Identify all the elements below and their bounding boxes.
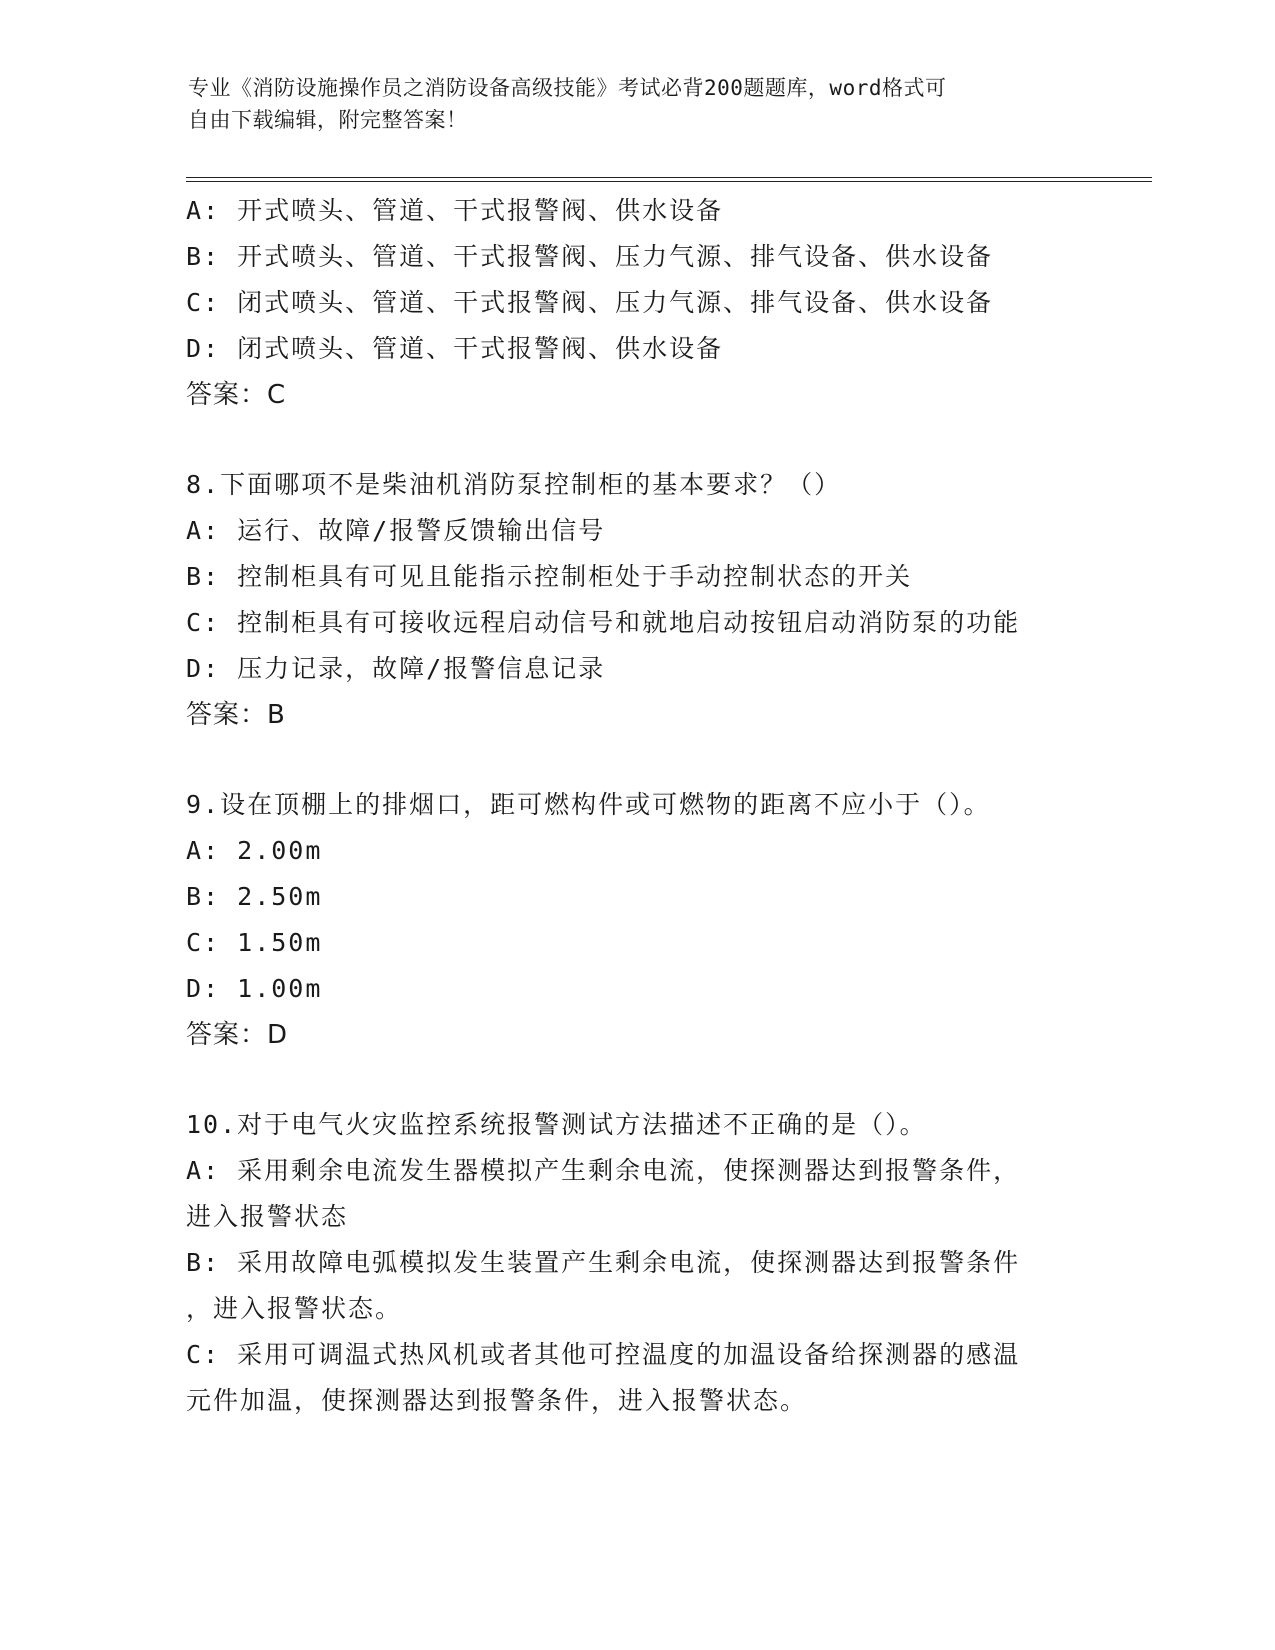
option-b: B: 开式喷头、管道、干式报警阀、压力气源、排气设备、供水设备 (186, 242, 994, 271)
question-8 (186, 462, 1086, 738)
option-c: C: 1.50m (186, 928, 323, 957)
option-a: A: 运行、故障/报警反馈输出信号 (186, 516, 606, 545)
option-a: A: 2.00m (186, 836, 323, 865)
option-a: A: 开式喷头、管道、干式报警阀、供水设备 (186, 196, 724, 225)
question-text: 9.设在顶棚上的排烟口，距可燃构件或可燃物的距离不应小于（）。 (186, 790, 991, 819)
question-list (186, 188, 1086, 1424)
option-c-line-1: C: 采用可调温式热风机或者其他可控温度的加温设备给探测器的感温 (186, 1340, 1021, 1369)
header-line-1: 专业《消防设施操作员之消防设备高级技能》考试必背200题题库，word格式可 (188, 76, 947, 100)
question-text: 10.对于电气火灾监控系统报警测试方法描述不正确的是（）。 (186, 1110, 927, 1139)
document-header (188, 72, 1068, 136)
option-c: C: 控制柜具有可接收远程启动信号和就地启动按钮启动消防泵的功能 (186, 608, 1021, 637)
answer: 答案：B (186, 700, 286, 730)
option-c: C: 闭式喷头、管道、干式报警阀、压力气源、排气设备、供水设备 (186, 288, 994, 317)
option-d: D: 压力记录，故障/报警信息记录 (186, 654, 606, 683)
question-text: 8.下面哪项不是柴油机消防泵控制柜的基本要求？（） (186, 470, 842, 499)
question-7 (186, 188, 1086, 418)
answer: 答案：C (186, 380, 287, 410)
option-d: D: 1.00m (186, 974, 323, 1003)
answer: 答案：D (186, 1020, 289, 1050)
question-9 (186, 782, 1086, 1058)
option-b-line-1: B: 采用故障电弧模拟发生装置产生剩余电流，使探测器达到报警条件 (186, 1248, 1021, 1277)
option-b: B: 控制柜具有可见且能指示控制柜处于手动控制状态的开关 (186, 562, 913, 591)
option-c-line-2: 元件加温，使探测器达到报警条件，进入报警状态。 (186, 1386, 808, 1415)
option-b: B: 2.50m (186, 882, 323, 911)
option-a-line-1: A: 采用剩余电流发生器模拟产生剩余电流，使探测器达到报警条件， (186, 1156, 1021, 1185)
option-b-line-2: ，进入报警状态。 (186, 1294, 403, 1323)
option-a-line-2: 进入报警状态 (186, 1202, 349, 1231)
option-d: D: 闭式喷头、管道、干式报警阀、供水设备 (186, 334, 724, 363)
header-line-2: 自由下载编辑，附完整答案！ (188, 108, 468, 132)
question-10 (186, 1102, 1086, 1424)
header-divider-bottom (186, 181, 1152, 182)
header-divider-top (186, 177, 1152, 178)
